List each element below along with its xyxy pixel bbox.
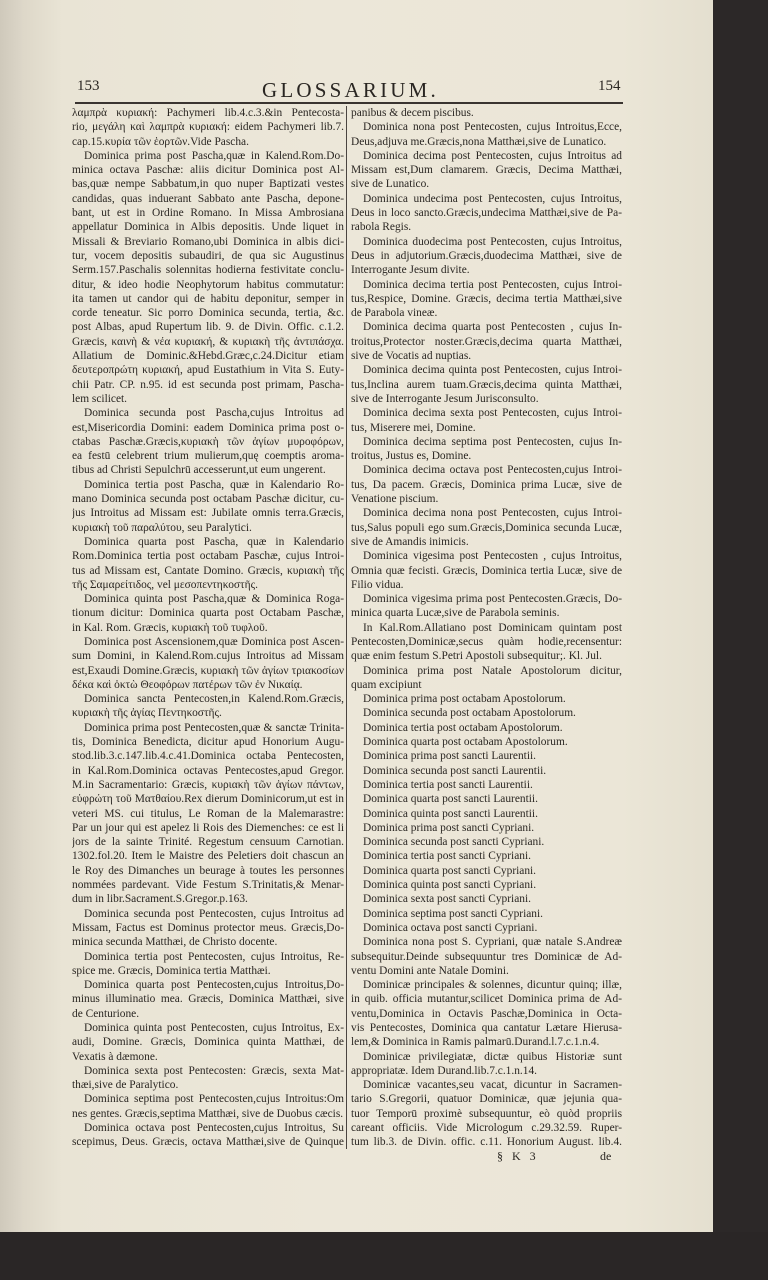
paragraph [351, 320, 622, 363]
text-line: Dominica quarta post Pascha, quæ in Kalendario [84, 535, 344, 548]
text-line: appropriatæ. Idem Durand.lib.7.c.1.n.14. [351, 1064, 538, 1077]
text-line: Dominica undecima post Pentecosten, cujus Introitus, [363, 192, 622, 205]
paragraph [351, 149, 622, 192]
paragraph [72, 1092, 344, 1121]
left-column [72, 106, 344, 1150]
text-line: Dominica post Ascensionem,quæ Dominica post Ascen- [84, 635, 344, 648]
text-line: Dominica septima post sancti Cypriani. [363, 907, 544, 920]
text-line: sive de Interrogante Jesum Jurisconsulto. [351, 392, 539, 405]
text-line: Dominica quinta post sancti Laurentii. [363, 807, 538, 820]
text-line: Venatione piscium. [351, 493, 439, 506]
text-line: cap.15.κυρία τῶν ἑορτῶν.Vide Pascha. [72, 135, 249, 148]
text-line: Dominica decima quinta post Pentecosten, cujus Introi- [363, 364, 622, 377]
text-line: ctabas Paschæ.Græcis,κυριακὴ τῶν ἁγίων μυροφόρων, [72, 435, 344, 448]
paragraph [351, 235, 622, 278]
text-line: sive de Amandis inimicis. [351, 535, 469, 548]
text-line: tur, vocem depositis subaudiri, de qua sic Augustinus [72, 249, 344, 262]
text-line: Dominica prima post octabam Apostolorum. [363, 693, 566, 706]
text-line: Dominica secunda post octabam Apostolorum. [363, 707, 576, 720]
text-line: In Kal.Rom.Allatiano post Dominicam quintam post [363, 621, 622, 634]
text-line: Allatium de Dominic.&Hebd.Græc,c.24.Dicitur etiam [72, 350, 344, 363]
text-line: Dominica quarta post sancti Laurentii. [363, 793, 538, 806]
paragraph [351, 363, 622, 406]
paragraph [351, 592, 622, 621]
text-line: δευτεροπρώτη κυριακή, apud Eustathium in Vita S. Euty- [72, 364, 344, 377]
text-line: de Centurione. [72, 1007, 140, 1020]
text-line: 1302.fol.20. Item le Maistre des Peletiers doit chascun an [72, 850, 344, 863]
text-line: careant officiis. Vide Micrologum c.29.32.59. Ruper- [351, 1122, 622, 1135]
paragraph [351, 106, 622, 120]
text-line: Filio vidua. [351, 578, 404, 591]
paragraph [72, 978, 344, 1021]
paragraph [351, 406, 622, 435]
text-line: κυριακὴ τοῦ παραλύτου, seu Paralytici. [72, 521, 252, 534]
text-line: minus illuminatio mea. Græcis, Dominica Matthæi, sive [72, 993, 344, 1006]
text-line: in Kal. Rom. Græcis, κυριακὴ τοῦ τυφλοῦ. [72, 621, 268, 634]
text-line: tis, Dominica Benedicta, dicitur apud Honorium Augu- [72, 736, 344, 749]
text-line: Dominica decima quarta post Pentecosten , cujus In- [363, 321, 622, 334]
paragraph [351, 849, 622, 863]
text-line: εὐφρώτη τοῦ Ματθαίου.Rex dierum Dominicorum,ut est in [72, 793, 344, 806]
text-line: ea festū celebrent trium mulierum,quę coemptis aroma- [72, 450, 344, 463]
text-line: Missam est,Dum clamarem. Græcis, Decima Matthæi, [351, 164, 622, 177]
paragraph [351, 1050, 622, 1079]
paragraph [72, 1021, 344, 1064]
text-line: tibus ad Christi Sepulchrū accesserunt,ut eum ungerent. [72, 464, 326, 477]
text-line: tario S.Gregorii, quatuor Dominicæ, quæ jejunia qua- [351, 1093, 622, 1106]
text-line: Græcis, καινὴ & νέα κυριακή, & κυριακὴ τῆς ἀντιπάσχα. [72, 335, 344, 348]
text-line: in quib. officia mutantur,scilicet Dominica prima de Ad- [351, 993, 622, 1006]
text-line: Dominica decima nona post Pentecosten, cujus Introi- [363, 507, 622, 520]
text-line: Dominica decima sexta post Pentecosten, cujus Introi- [363, 407, 622, 420]
text-line: tus,Salus populi ego sum.Græcis,Dominica secunda Lucæ, [351, 521, 622, 534]
text-line: Dominica secunda post sancti Laurentii. [363, 764, 547, 777]
paragraph [351, 864, 622, 878]
text-line: ventu Domini ante Natale Domini. [351, 964, 509, 977]
paragraph [351, 835, 622, 849]
paragraph [351, 621, 622, 664]
paragraph [351, 749, 622, 763]
page-number-left: 153 [77, 78, 100, 94]
text-line: tus, Da pacem. Græcis, Dominica prima Lucæ, sive de [351, 478, 622, 491]
paragraph [72, 535, 344, 592]
page-number-right: 154 [598, 78, 621, 94]
text-line: Dominica septima post Pentecosten,cujus Introitus:Om [84, 1093, 344, 1106]
text-line: dum in libr.Sacrament.S.Gregor.p.163. [72, 893, 248, 906]
text-line: Dominica tertia post sancti Laurentii. [363, 778, 533, 791]
text-line: Dominica decima septima post Pentecosten, cujus In- [363, 435, 622, 448]
running-title: GLOSSARIUM. [262, 78, 439, 102]
paragraph [351, 792, 622, 806]
text-line: ita tamen ut candor qui de habitu deponitur, semper in [72, 292, 344, 305]
text-line: Dominica sexta post sancti Cypriani. [363, 893, 531, 906]
text-line: κυριακὴ τῆς ἁγίας Πεντηκοστῆς. [72, 707, 222, 720]
text-line: Missali & Breviario Romano,ubi Dominica in albis dici- [72, 235, 344, 248]
text-line: Serm.157.Paschalis solennitas hodierna festivitate conclu- [72, 264, 344, 277]
paragraph [72, 950, 344, 979]
text-line: Dominica sexta post Pentecosten: Græcis, sexta Mat- [84, 1064, 344, 1077]
text-line: stod.lib.3.c.147.lib.4.c.41.Dominica octaba Pentecosten, [72, 750, 344, 763]
paragraph [351, 878, 622, 892]
text-line: est,Misericordia Domini: eadem Dominica prima post o- [72, 421, 344, 434]
paragraph [72, 406, 344, 477]
text-line: Dominica vigesima prima post Pentecosten.Græcis, Do- [363, 593, 622, 606]
text-line: Dominica tertia post sancti Cypriani. [363, 850, 531, 863]
paragraph [351, 721, 622, 735]
text-line: vis Pentecostes, Dominica qua cantatur Lætare Hierusa- [351, 1022, 622, 1034]
text-line: tus,Respice, Domine. Græcis, decima tertia Matthæi,sive [351, 292, 622, 305]
text-line: tum lib.3. de Divin. offic. c.11. Honorium August. lib.4. [351, 1136, 622, 1149]
text-line: Dominica decima post Pentecosten, cujus Introitus ad [363, 149, 622, 162]
text-line: quam excipiunt [351, 678, 422, 691]
text-line: Vexatis à dæmone. [72, 1050, 158, 1063]
text-line: de Parabola vineæ. [351, 307, 438, 320]
text-line: lem scilicet. [72, 392, 128, 405]
catchword: de [600, 1149, 612, 1163]
text-line: Dominica sancta Pentecosten,in Kalend.Rom.Græcis, [84, 693, 344, 706]
text-line: candidas, quas induerant Sabbato ante Pascha, depone- [72, 192, 344, 205]
text-line: spice me. Græcis, Dominica tertia Matthæi. [72, 964, 271, 977]
text-line: Dominica tertia post Pentecosten, cujus Introitus, Re- [84, 950, 344, 963]
text-line: le Roy des Dimanches un beurage à toutes les personnes [72, 864, 344, 877]
text-line: M.in Sacramentario: Græcis, κυριακὴ τῶν ἁγίων πάντων, [72, 778, 344, 791]
text-line: Dominica octava post Pentecosten,cujus Introitus, Su [84, 1122, 344, 1135]
text-line: Dominica tertia post Pascha, quæ in Kalendario Ro- [84, 478, 344, 491]
paragraph [72, 692, 344, 721]
text-line: sum Domini, in Kalend.Rom.cujus Introitus ad Missam [72, 650, 344, 663]
text-line: troitus,Protector noster.Græcis,decima quarta Matthæi, [351, 335, 622, 348]
text-line: jors de la sainte Trinité. Regestum censuum Carnotian. [72, 836, 344, 849]
text-line: Dominica secunda post Pentecosten, cujus Introitus ad [84, 907, 344, 920]
text-line: Dominica nona post Pentecosten, cujus Introitus,Ecce, [363, 121, 622, 134]
paragraph [351, 892, 622, 906]
text-line: ditur, & ideo hodie Neophytorum habitus commutatur: [72, 278, 344, 291]
text-line: rio, μεγάλη καὶ λαμπρὰ κυριακή: eidem Pachymeri lib.7. [72, 121, 344, 134]
paragraph [351, 778, 622, 792]
text-line: panibus & decem piscibus. [351, 107, 474, 119]
header-rule [75, 102, 623, 104]
paragraph [72, 106, 344, 149]
right-column [351, 106, 622, 1150]
paragraph [351, 935, 622, 978]
text-line: Interrogante Jesum divite. [351, 264, 470, 277]
text-line: Dominica duodecima post Pentecosten, cujus Introitus, [363, 235, 622, 248]
text-line: corde teneatur. Sic porro Dominica secunda, tertia, &c. [72, 307, 344, 320]
paragraph [351, 764, 622, 778]
text-line: tus,Inclina aurem tuam.Græcis,decima quinta Matthæi, [351, 378, 622, 391]
text-line: Dominica quarta post octabam Apostolorum. [363, 736, 568, 749]
paragraph [351, 807, 622, 821]
paragraph [351, 664, 622, 693]
paragraph [351, 821, 622, 835]
paragraph [351, 1078, 622, 1149]
paragraph [351, 120, 622, 149]
text-line: in Kal.Rom.Dominica octavas Pentecostes,apud Gregor. [72, 764, 344, 777]
text-line: mano Dominica secunda post octabam Paschæ dicitur, cu- [72, 493, 344, 506]
text-line: lem,& Dominica in Ramis palmarū.Durand.l.7.c.1.n.4. [351, 1036, 600, 1049]
text-line: Deus in loco sancto.Græcis,undecima Matthæi,sive de Pa- [351, 207, 622, 220]
paragraph [351, 435, 622, 464]
text-line: jus Introitus ad Missam est: Jubilate omnis terra.Græcis, [72, 507, 344, 520]
text-line: Dominica prima post Pascha,quæ in Kalend.Rom.Do- [84, 149, 344, 162]
text-line: Par un jour qui est apelez li Rois des Diemenches: ce est li [72, 821, 344, 834]
text-line: bas,quæ nempe Sabbatum,in quo nuper Baptizati vestes [72, 178, 344, 191]
text-line: chii Patr. CP. n.95. id est secunda post primam, Pascha- [72, 378, 344, 391]
text-line: Missam, Factus est Dominus protector meus. Græcis,Do- [72, 921, 344, 934]
text-line: Dominicæ vacantes,seu vacat, dicuntur in Sacramen- [363, 1079, 622, 1092]
paragraph [72, 149, 344, 406]
text-line: scepimus, Deus. Græcis, octava Matthæi,sive de Quinque [72, 1136, 344, 1149]
paragraph [351, 921, 622, 935]
paragraph [72, 478, 344, 535]
text-line: ventu,Dominica in Octavis Paschæ,Dominica in Octa- [351, 1007, 622, 1020]
text-line: subsequitur.Deinde subsequuntur tres Dominicæ de Ad- [351, 950, 622, 963]
text-line: λαμπρὰ κυριακή: Pachymeri lib.4.c.3.&in Pentecosta- [72, 107, 344, 119]
paragraph [351, 192, 622, 235]
text-line: tuor Temporū proximè subsequuntur, eò quòd propriis [351, 1107, 622, 1120]
text-line: appellatur Dominica in Albis depositis. Unde liquet in [72, 221, 344, 234]
text-line: est,Exaudi Domine.Græcis, κυριακὴ τῶν ἁγίων τριακοσίων [72, 664, 344, 677]
text-line: nommées pardevant. Vide Festum S.Trinitatis,& Menar- [72, 879, 344, 892]
text-line: Dominica secunda post Pascha,cujus Introitus ad [84, 407, 344, 420]
text-line: Dominica vigesima post Pentecosten , cujus Introitus, [363, 550, 622, 563]
text-line: audi, Domine. Græcis, Dominica quinta Matthæi, de [72, 1036, 344, 1049]
paragraph [72, 635, 344, 692]
text-line: Omnia quæ fecisti. Græcis, Dominica tertia Lucæ, sive de [351, 564, 622, 577]
text-line: tionum dicitur: Dominica quarta post Octabam Paschæ, [72, 607, 344, 620]
text-line: post Albas, apud Rupertum lib. 9. de Divin. Offic. c.1.2. [72, 321, 344, 334]
column-divider [346, 106, 347, 1149]
text-line: Dominica octava post sancti Cypriani. [363, 921, 538, 934]
text-line: tus, Miserere mei, Domine. [351, 421, 476, 434]
background [0, 1232, 768, 1280]
paragraph [72, 721, 344, 907]
signature-mark: § K 3 [497, 1149, 536, 1163]
text-line: Dominica prima post sancti Cypriani. [363, 821, 535, 834]
paragraph [72, 592, 344, 635]
paragraph [72, 1121, 344, 1150]
text-line: tus ad Missam est, Cantate Domino. Græcis, κυριακὴ τῆς [72, 564, 344, 577]
paragraph [351, 506, 622, 549]
text-line: Dominica decima tertia post Pentecosten, cujus Introi- [363, 278, 622, 291]
paragraph [351, 735, 622, 749]
text-line: rabola Regis. [351, 221, 412, 234]
text-line: Dominica quinta post Pentecosten, cujus Introitus, Ex- [84, 1022, 344, 1034]
text-line: Deus,adjuva me.Græcis,nona Matthæi,sive de Lunatico. [351, 135, 607, 148]
text-line: Dominica prima post Natale Apostolorum dicitur, [363, 664, 622, 677]
paragraph [72, 907, 344, 950]
text-line: Deus in adjutorium.Græcis,duodecima Matthæi, sive de [351, 249, 622, 262]
text-line: δέκα καὶ ὀκτὼ Θεοφόρων πατέρων τῶν ἐν Νικαίᾳ. [72, 678, 303, 691]
paragraph [351, 907, 622, 921]
paragraph [351, 278, 622, 321]
text-line: Rom.Dominica tertia post octabam Paschæ, cujus Introi- [72, 550, 344, 563]
text-line: Dominica tertia post octabam Apostolorum. [363, 721, 563, 734]
text-line: Dominica quinta post sancti Cypriani. [363, 879, 537, 892]
text-line: thæi,sive de Paralytico. [72, 1079, 179, 1092]
text-line: Dominica quarta post sancti Cypriani. [363, 864, 537, 877]
paragraph [351, 706, 622, 720]
previous-page-edge [0, 0, 23, 1232]
text-line: minica octava Paschæ: aliis dicitur Dominica post Al- [72, 164, 344, 177]
text-line: quæ enim festum S.Petri Apostoli subsequitur;. Kl. Jul. [351, 650, 602, 663]
text-line: minica secunda Matthæi, de Christo docente. [72, 936, 278, 949]
text-line: veteri MS. cui titulus, Le Roman de la Malemarastre: [72, 807, 344, 820]
text-line: Dominica quinta post Pascha,quæ & Dominica Roga- [84, 593, 344, 606]
text-line: Dominicæ principales & solennes, dicuntur quinq; illæ, [363, 979, 622, 992]
text-line: bant, ut est in Ordine Romano. In Missa Ambrosiana [72, 207, 344, 220]
text-line: troitus, Justus es, Domine. [351, 450, 472, 463]
text-line: sive de Vocatis ad nuptias. [351, 350, 472, 363]
text-line: minica quarta Lucæ,sive de Parabola seminis. [351, 607, 560, 620]
paragraph [72, 1064, 344, 1093]
paragraph [351, 463, 622, 506]
text-line: Dominica decima octava post Pentecosten,cujus Introi- [363, 464, 622, 477]
paragraph [351, 549, 622, 592]
text-line: Dominica quarta post Pentecosten,cujus Introitus,Do- [84, 979, 344, 992]
text-line: sive de Lunatico. [351, 178, 430, 191]
text-line: nes gentes. Græcis,septima Matthæi, sive de Duobus cæcis. [72, 1107, 344, 1120]
text-line: Pentecosten,Dominicæ,secus quàm hodie,recensentur: [351, 635, 622, 648]
text-line: Dominica prima post Pentecosten,quæ & sanctæ Trinita- [84, 721, 344, 734]
text-line: Dominica secunda post sancti Cypriani. [363, 836, 545, 849]
text-line: Dominica nona post S. Cypriani, quæ natale S.Andreæ [363, 936, 622, 949]
paragraph [351, 978, 622, 1049]
paragraph [351, 692, 622, 706]
text-line: Dominica prima post sancti Laurentii. [363, 750, 537, 763]
text-line: Dominicæ privilegiatæ, dictæ quibus Historiæ sunt [363, 1050, 622, 1063]
text-line: τῆς Σαμαρείτιδος, vel μεσοπεντηκοστῆς. [72, 578, 258, 591]
